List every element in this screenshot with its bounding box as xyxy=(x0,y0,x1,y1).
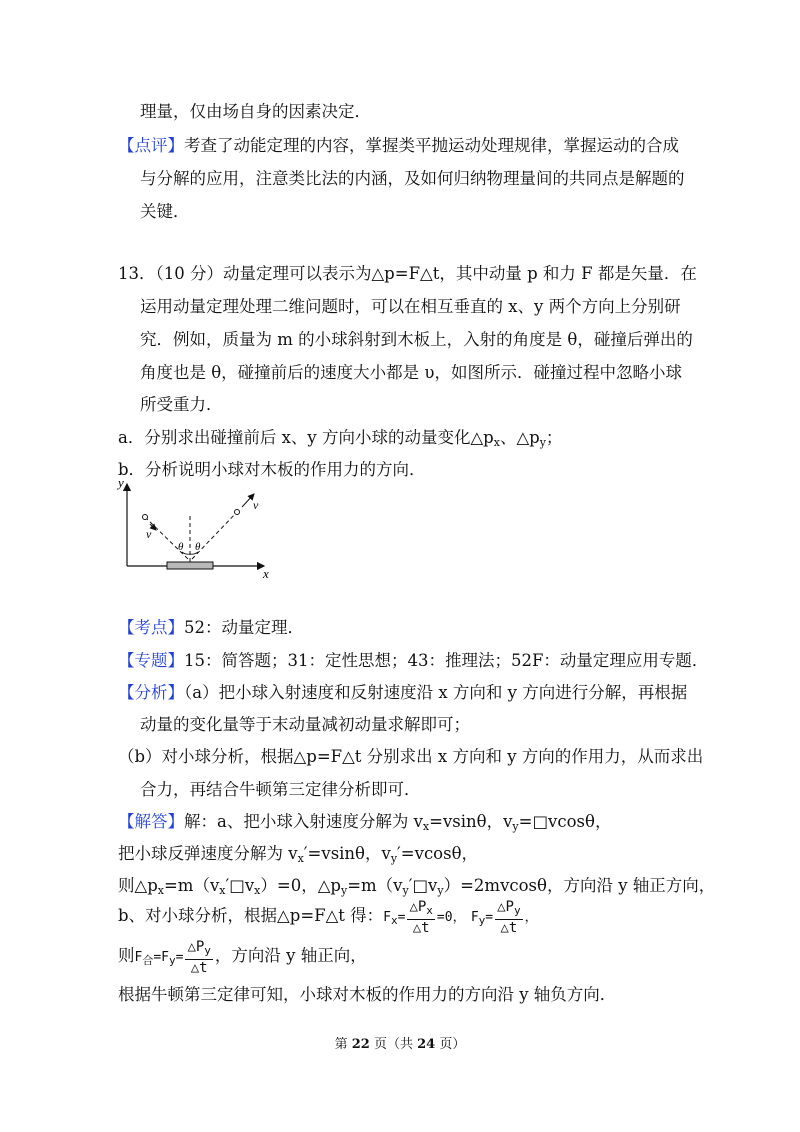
ball-outgoing xyxy=(235,510,240,515)
outgoing-velocity-label: v xyxy=(253,498,259,512)
comment-line-2: 与分解的应用，注意类比法的内涵，及如何归纳物理量间的共同点是解题的 xyxy=(140,169,685,188)
angle-theta-right: θ xyxy=(195,541,201,553)
jieda-line-4: b、对小球分析，根据△p=F△t 得：$F_x=$ $\frac{\triangle P_x}{\triangle t}$ =0， $F_y=$ $\frac{\triangle P_y}{\triangle t}$ ， xyxy=(118,899,538,936)
formula-fx: $F_x=$ $\frac{\triangle P_x}{\triangle t}$ =0， xyxy=(383,899,466,936)
prev-text-line: 理量，仅由场自身的因素决定． xyxy=(140,102,371,121)
formula-fy: $F_y=$ $\frac{\triangle P_y}{\triangle t}$ ， xyxy=(470,899,538,936)
page-total: 24 xyxy=(417,1037,436,1052)
question-part-a: a．分别求出碰撞前后 x、y 方向小球的动量变化$\triangle p_x$、$\triangle p_y$； xyxy=(118,428,563,449)
page-footer: 第 22 页（共 24 页） xyxy=(334,1037,466,1052)
angle-theta-left: θ xyxy=(178,541,184,553)
jieda-line-5: 则$F_合=F_y=$ $\frac{\triangle P_y}{\triangle t}$ ，方向沿 y 轴正向， xyxy=(118,939,367,976)
page-number: 22 xyxy=(351,1037,370,1052)
fenxi-line-3: （b）对小球分析，根据△p=F△t 分别求出 x 方向和 y 方向的作用力，从而求出 xyxy=(118,747,704,766)
fenxi-tag: 【分析】 xyxy=(118,683,184,702)
question-line-1: 13．（10 分）动量定理可以表示为△p=F△t，其中动量 p 和力 F 都是矢量．在 xyxy=(118,264,697,283)
y-axis-label: y xyxy=(118,475,124,490)
jieda-tag: 【解答】 xyxy=(118,812,184,831)
jieda-line-1: 【解答】解：a、把小球入射速度分解为 $v_x=vsin\theta$，$v_y=□vcos\theta$， xyxy=(118,812,612,833)
fenxi-line-4: 合力，再结合牛顿第三定律分析即可． xyxy=(140,780,421,799)
jieda-line-6: 根据牛顿第三定律可知，小球对木板的作用力的方向沿 y 轴负方向． xyxy=(118,985,617,1004)
question-line-5: 所受重力． xyxy=(140,395,223,414)
kaodian-line: 【考点】52：动量定理． xyxy=(118,618,304,637)
zhuanti-tag: 【专题】 xyxy=(118,651,184,670)
question-line-2: 运用动量定理处理二维问题时，可以在相互垂直的 x、y 两个方向上分别研 xyxy=(140,297,681,316)
comment-line-1: 【点评】考查了动能定理的内容，掌握类平抛运动处理规律，掌握运动的合成 xyxy=(118,136,679,155)
zhuanti-line: 【专题】15：简答题；31：定性思想；43：推理法；52F：动量定理应用专题． xyxy=(118,651,709,670)
x-axis-label: x xyxy=(263,566,269,581)
question-part-b: b．分析说明小球对木板的作用力的方向． xyxy=(118,460,426,479)
jieda-line-2: 把小球反弹速度分解为 $v_x'=vsin\theta$，$v_y'=vcos\theta$， xyxy=(118,844,479,865)
question-line-4: 角度也是 θ，碰撞前后的速度大小都是 υ，如图所示．碰撞过程中忽略小球 xyxy=(140,363,682,382)
fenxi-line-2: 动量的变化量等于末动量减初动量求解即可； xyxy=(140,715,470,734)
fenxi-line-1: 【分析】（a）把小球入射速度和反射速度沿 x 方向和 y 方向进行分解，再根据 xyxy=(118,683,688,702)
board xyxy=(167,562,213,569)
comment-line-3: 关键． xyxy=(140,202,190,221)
jieda-line-3: 则$\triangle p_x=m(v_x'□v_x)=0$，$\triangle p_y=m(v_y'□v_y)=2mvcos\theta$，方向沿 y 轴正方向， xyxy=(118,876,716,897)
formula-fnet: $F_合=F_y=$ $\frac{\triangle P_y}{\triangle t}$ xyxy=(134,939,211,976)
kaodian-tag: 【考点】 xyxy=(118,618,184,637)
comment-tag: 【点评】 xyxy=(118,136,184,155)
ball-incoming xyxy=(143,515,148,520)
collision-diagram xyxy=(112,474,282,584)
incoming-velocity-label: v xyxy=(146,527,152,541)
question-line-3: 究．例如，质量为 m 的小球斜射到木板上，入射的角度是 θ，碰撞后弹出的 xyxy=(140,330,693,349)
